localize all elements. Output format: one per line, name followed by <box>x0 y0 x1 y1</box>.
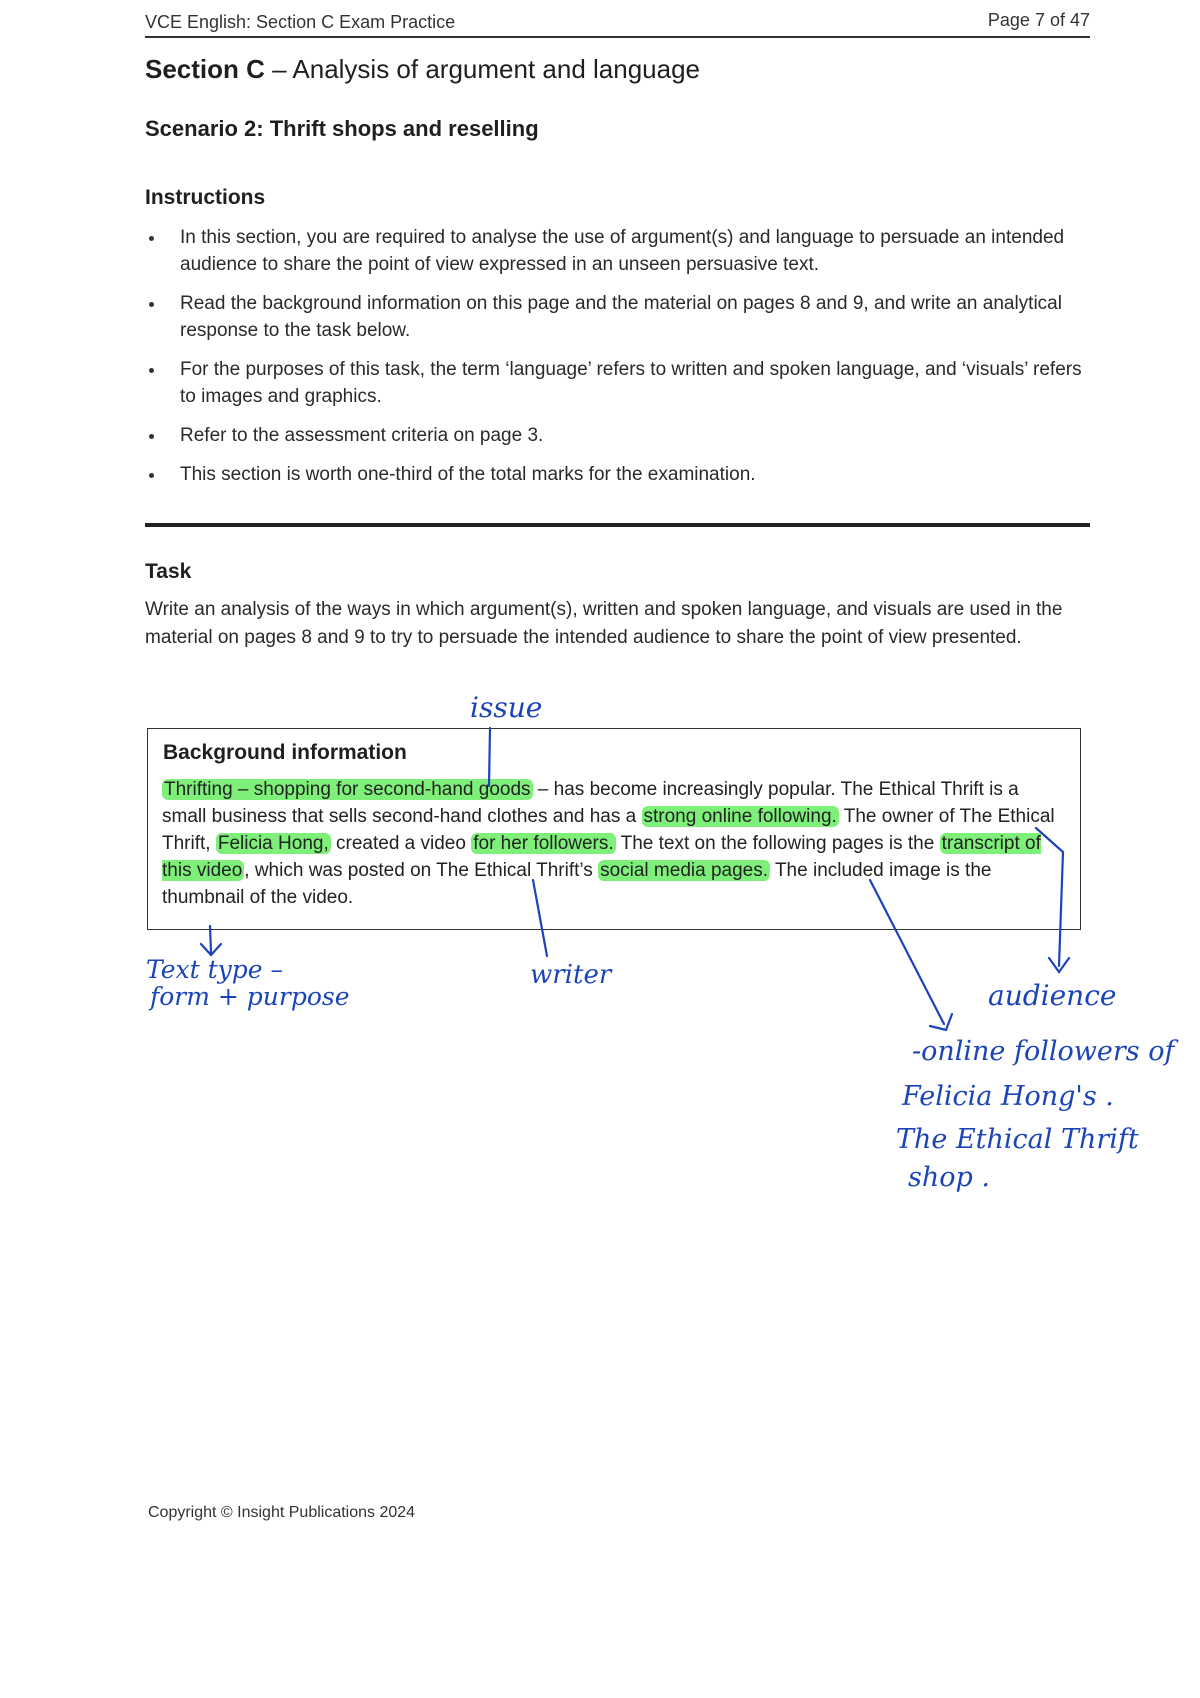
highlight-writer: Felicia Hong, <box>217 833 329 854</box>
bullet-icon <box>149 368 154 373</box>
background-text <box>162 776 1067 911</box>
highlight-social-media: social media pages. <box>600 860 769 881</box>
background-segment: created a video <box>330 833 472 854</box>
annotation-issue: issue <box>470 691 543 724</box>
bullet-icon <box>149 434 154 439</box>
header-title: VCE English: Section C Exam Practice <box>145 12 456 32</box>
background-segment: – has become increasingly popular. The Ethical Thrift is a small business that sells second-hand clothes and has a <box>162 779 1019 827</box>
instruction-text: In this section, you are required to analyse the use of argument(s) and language to persuade an intended audience to share the point of view expressed in an unseen persuasive text. <box>180 227 1065 275</box>
annotation-audience-line: -online followers of <box>912 1036 1175 1067</box>
section-title-rest: – Analysis of argument and language <box>264 54 701 84</box>
highlight-following: strong online following. <box>643 806 837 827</box>
highlight-audience: for her followers. <box>473 833 614 854</box>
background-segment: The included image is the thumbnail of the video. <box>162 860 992 908</box>
section-title-bold: Section C <box>145 54 265 84</box>
background-segment: The text on the following pages is the <box>615 833 940 854</box>
annotation-text-type: Text type – <box>146 955 284 984</box>
instructions-heading: Instructions <box>145 186 266 209</box>
running-header <box>145 10 1090 38</box>
list-item <box>145 224 1090 278</box>
highlight-transcript: transcript of this video <box>162 833 1041 881</box>
annotation-arrow <box>201 926 221 955</box>
annotation-audience-line: shop . <box>908 1162 990 1193</box>
task-heading: Task <box>145 560 192 583</box>
instruction-text: This section is worth one-third of the total marks for the examination. <box>180 464 756 485</box>
list-item <box>145 356 1090 410</box>
annotation-audience-line: Felicia Hong's . <box>902 1081 1114 1112</box>
bullet-icon <box>149 236 154 241</box>
scenario-heading: Scenario 2: Thrift shops and reselling <box>145 116 539 141</box>
instruction-text: Refer to the assessment criteria on page 3. <box>180 425 544 446</box>
background-segment: The owner of The Ethical Thrift, <box>162 806 1055 854</box>
background-info-box <box>147 728 1081 930</box>
instruction-text: Read the background information on this page and the material on pages 8 and 9, and write an analytical response to the task below. <box>180 293 1062 341</box>
background-segment: , which was posted on The Ethical Thrift’s <box>244 860 599 881</box>
section-title <box>145 54 700 85</box>
background-heading: Background information <box>163 741 407 764</box>
annotation-writer: writer <box>530 960 612 990</box>
task-text: Write an analysis of the ways in which argument(s), written and spoken language, and visuals are used in the material on pages 8 and 9 to try to persuade the intended audience to share the point of view presented. <box>145 599 1063 648</box>
list-item <box>145 461 1090 488</box>
section-divider <box>145 523 1090 527</box>
list-item <box>145 422 1090 449</box>
annotation-audience: audience <box>988 979 1117 1012</box>
annotation-audience-line: The Ethical Thrift <box>896 1124 1139 1155</box>
bullet-icon <box>149 473 154 478</box>
list-item <box>145 290 1090 344</box>
instruction-text: For the purposes of this task, the term ‘language’ refers to written and spoken language, and ‘visuals’ refers to images and graphics. <box>180 359 1082 407</box>
bullet-icon <box>149 302 154 307</box>
page-number: Page 7 of 47 <box>987 10 1090 30</box>
highlight-issue: Thrifting – shopping for second-hand goods <box>164 779 531 800</box>
copyright-notice: Copyright © Insight Publications 2024 <box>148 1504 416 1521</box>
annotation-form-purpose: form + purpose <box>150 982 350 1011</box>
instructions-list <box>145 224 1090 500</box>
